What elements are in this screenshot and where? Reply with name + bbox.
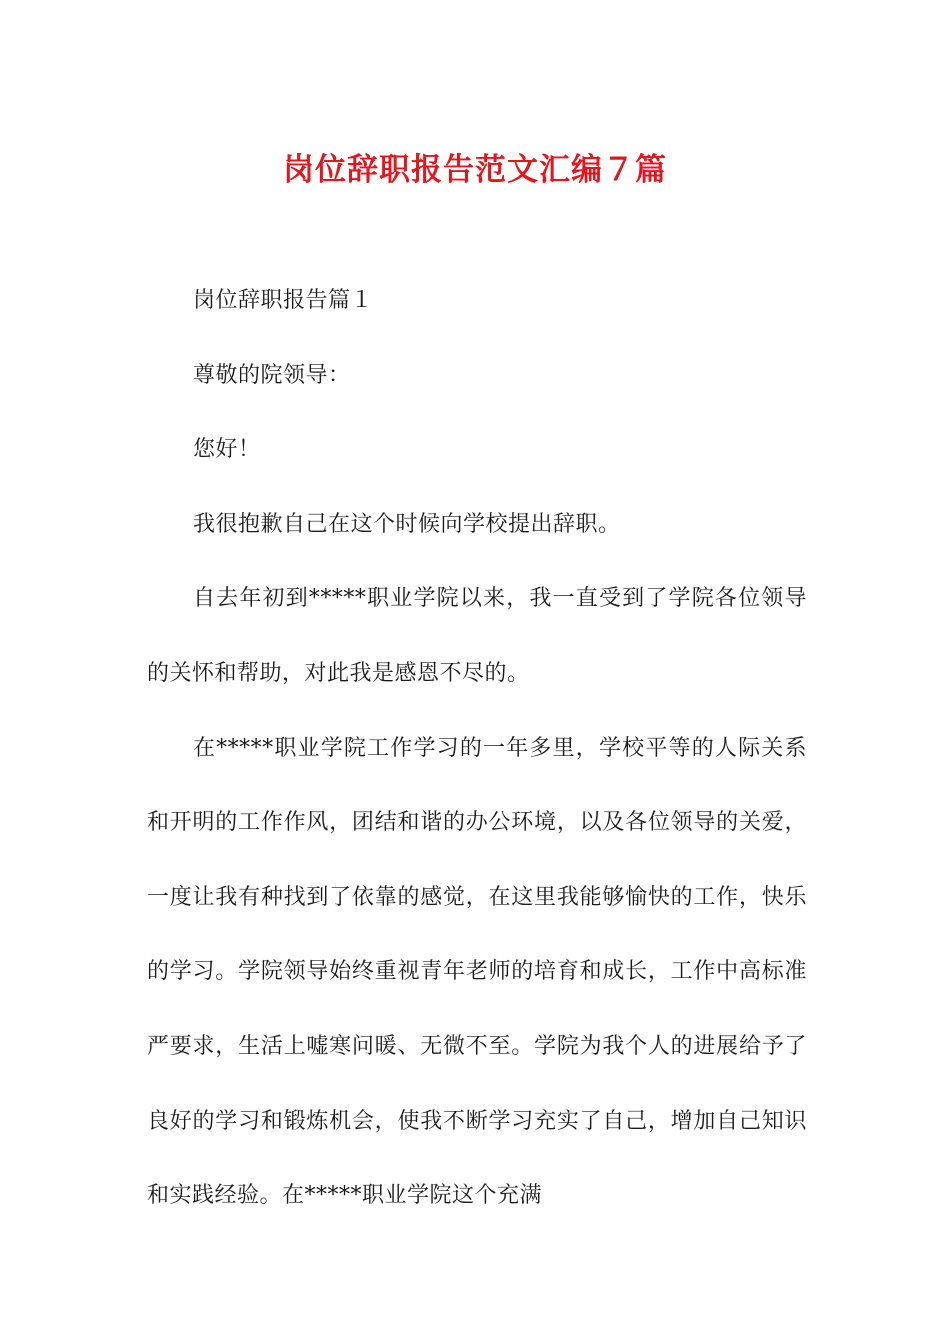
document-body <box>147 264 807 1234</box>
body-paragraph: 在*****职业学院工作学习的一年多里，学校平等的人际关系和开明的工作作风，团结和谐的办公环境，以及各位领导的关爱，一度让我有种找到了依靠的感觉，在这里我能够愉快的工作，快乐的学习。学院领导始终重视青年老师的培育和成长，工作中高标准严要求，生活上嘘寒问暖、无微不至。学院为我个人的进展给予了良好的学习和锻炼机会，使我不断学习充实了自己，增加自己知识和实践经验。在*****职业学院这个充满 <box>147 735 807 1209</box>
salutation: 尊敬的院领导： <box>193 362 351 388</box>
greeting: 您好！ <box>193 437 261 463</box>
body-paragraph: 我很抱歉自己在这个时候向学校提出辞职。 <box>193 511 621 537</box>
document-title: 岗位辞职报告范文汇编７篇 <box>283 152 667 188</box>
section-heading: 岗位辞职报告篇１ <box>193 288 374 313</box>
body-paragraph: 自去年初到*****职业学院以来，我一直受到了学院各位领导的关怀和帮助，对此我是感恩不尽的。 <box>147 586 807 686</box>
